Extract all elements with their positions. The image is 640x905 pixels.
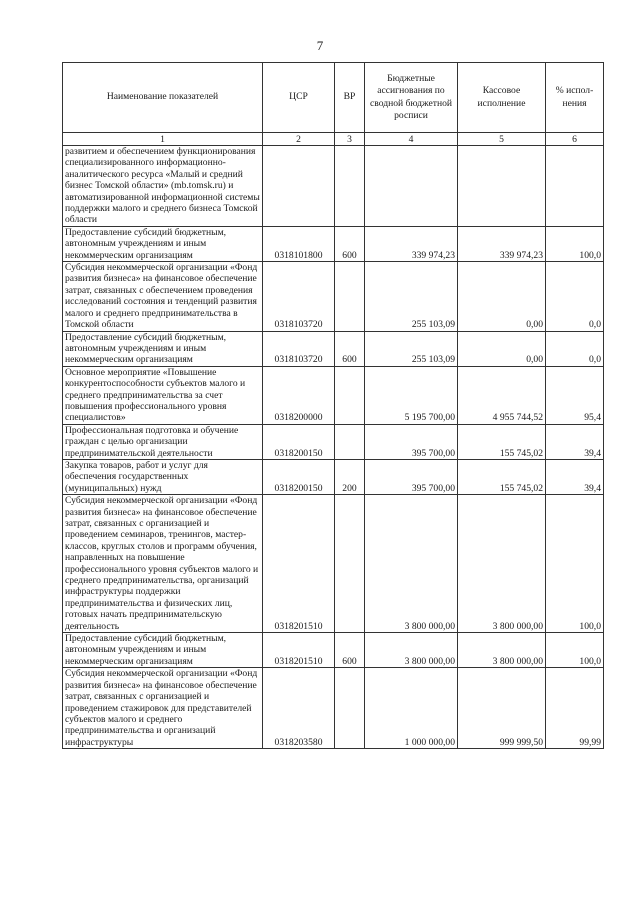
row-budget: 255 103,09 <box>365 262 458 331</box>
row-cash: 0,00 <box>458 262 546 331</box>
row-csr: 0318200000 <box>263 366 335 424</box>
column-number: 2 <box>263 133 335 146</box>
row-csr: 0318103720 <box>263 262 335 331</box>
row-name: Основное мероприятие «Повышение конкурентоспособности субъектов малого и среднего предпринимательства за счет повышения профессионального уровня специалистов» <box>63 366 263 424</box>
row-name: Предоставление субсидий бюджетным, автономным учреждениям и иным некоммерческим организациям <box>63 226 263 261</box>
page-number: 7 <box>316 38 324 53</box>
row-budget: 339 974,23 <box>365 226 458 261</box>
row-cash <box>458 146 546 227</box>
row-percent: 100,0 <box>546 495 604 633</box>
row-budget: 5 195 700,00 <box>365 366 458 424</box>
row-name: Профессиональная подготовка и обучение граждан с целью организации предпринимательской деятельности <box>63 424 263 459</box>
row-vr: 600 <box>335 633 365 668</box>
table-row <box>63 668 604 749</box>
row-vr <box>335 424 365 459</box>
row-budget: 3 800 000,00 <box>365 495 458 633</box>
column-number: 4 <box>365 133 458 146</box>
row-name: Субсидия некоммерческой организации «Фонд развития бизнеса» на финансовое обеспечение затрат, связанных с организацией и проведением стажировок для представителей субъектов малого и среднего предпринимательства и организаций инфраструктуры <box>63 668 263 749</box>
row-cash: 155 745,02 <box>458 459 546 494</box>
header-budget: Бюджетные ассигнования по сводной бюджетной росписи <box>365 63 458 133</box>
row-budget: 395 700,00 <box>365 459 458 494</box>
row-percent: 39,4 <box>546 424 604 459</box>
row-percent: 0,0 <box>546 262 604 331</box>
table-row <box>63 424 604 459</box>
row-csr: 0318203580 <box>263 668 335 749</box>
row-cash: 339 974,23 <box>458 226 546 261</box>
row-cash: 999 999,50 <box>458 668 546 749</box>
row-csr <box>263 146 335 227</box>
table-row <box>63 146 604 227</box>
row-vr: 600 <box>335 226 365 261</box>
column-number: 1 <box>63 133 263 146</box>
row-vr: 600 <box>335 331 365 366</box>
row-vr: 200 <box>335 459 365 494</box>
table-row <box>63 366 604 424</box>
row-budget <box>365 146 458 227</box>
row-csr: 0318201510 <box>263 495 335 633</box>
row-csr: 0318101800 <box>263 226 335 261</box>
row-csr: 0318103720 <box>263 331 335 366</box>
table-row <box>63 262 604 331</box>
budget-execution-table <box>62 62 604 749</box>
row-name: Субсидия некоммерческой организации «Фонд развития бизнеса» на финансовое обеспечение затрат, связанных с организацией и проведением семинаров, тренингов, мастер-классов, круглых столов и программ обучения, направленных на повышение профессионального уровня субъектов малого и среднего предпринимательства, организаций инфраструктуры поддержки предпринимательства и физических лиц, готовых начать предпринимательскую деятельность <box>63 495 263 633</box>
row-percent: 0,0 <box>546 331 604 366</box>
row-cash: 155 745,02 <box>458 424 546 459</box>
row-csr: 0318200150 <box>263 459 335 494</box>
row-vr <box>335 668 365 749</box>
row-percent: 100,0 <box>546 633 604 668</box>
row-name: Предоставление субсидий бюджетным, автономным учреждениям и иным некоммерческим организациям <box>63 331 263 366</box>
row-cash: 3 800 000,00 <box>458 495 546 633</box>
row-cash: 0,00 <box>458 331 546 366</box>
row-csr: 0318200150 <box>263 424 335 459</box>
row-budget: 1 000 000,00 <box>365 668 458 749</box>
column-number: 6 <box>546 133 604 146</box>
header-name: Наименование показателей <box>63 63 263 133</box>
row-percent: 99,99 <box>546 668 604 749</box>
column-number: 5 <box>458 133 546 146</box>
table-row <box>63 459 604 494</box>
row-csr: 0318201510 <box>263 633 335 668</box>
row-percent <box>546 146 604 227</box>
table-row <box>63 633 604 668</box>
row-percent: 39,4 <box>546 459 604 494</box>
row-budget: 3 800 000,00 <box>365 633 458 668</box>
row-name: Субсидия некоммерческой организации «Фонд развития бизнеса» на финансовое обеспечение затрат, связанных с обеспечением проведения исследований состояния и тенденций развития малого и среднего предпринимательства в Томской области <box>63 262 263 331</box>
row-vr <box>335 262 365 331</box>
column-number: 3 <box>335 133 365 146</box>
row-vr <box>335 366 365 424</box>
header-vr: ВР <box>335 63 365 133</box>
row-percent: 95,4 <box>546 366 604 424</box>
column-number-row <box>63 133 604 146</box>
table-row <box>63 226 604 261</box>
row-vr <box>335 495 365 633</box>
row-budget: 255 103,09 <box>365 331 458 366</box>
header-cash: Кассовое исполнение <box>458 63 546 133</box>
table-row <box>63 331 604 366</box>
row-cash: 3 800 000,00 <box>458 633 546 668</box>
row-name: Закупка товаров, работ и услуг для обеспечения государственных (муниципальных) нужд <box>63 459 263 494</box>
row-vr <box>335 146 365 227</box>
row-name: развитием и обеспечением функционирования специализированного информационно-аналитического ресурса «Малый и средний бизнес Томской области» (mb.tomsk.ru) и автоматизированной информационной системы поддержки малого и среднего бизнеса Томской области <box>63 146 263 227</box>
header-row <box>63 63 604 133</box>
row-name: Предоставление субсидий бюджетным, автономным учреждениям и иным некоммерческим организациям <box>63 633 263 668</box>
row-budget: 395 700,00 <box>365 424 458 459</box>
row-cash: 4 955 744,52 <box>458 366 546 424</box>
header-csr: ЦСР <box>263 63 335 133</box>
header-percent: % испол-нения <box>546 63 604 133</box>
table-row <box>63 495 604 633</box>
row-percent: 100,0 <box>546 226 604 261</box>
